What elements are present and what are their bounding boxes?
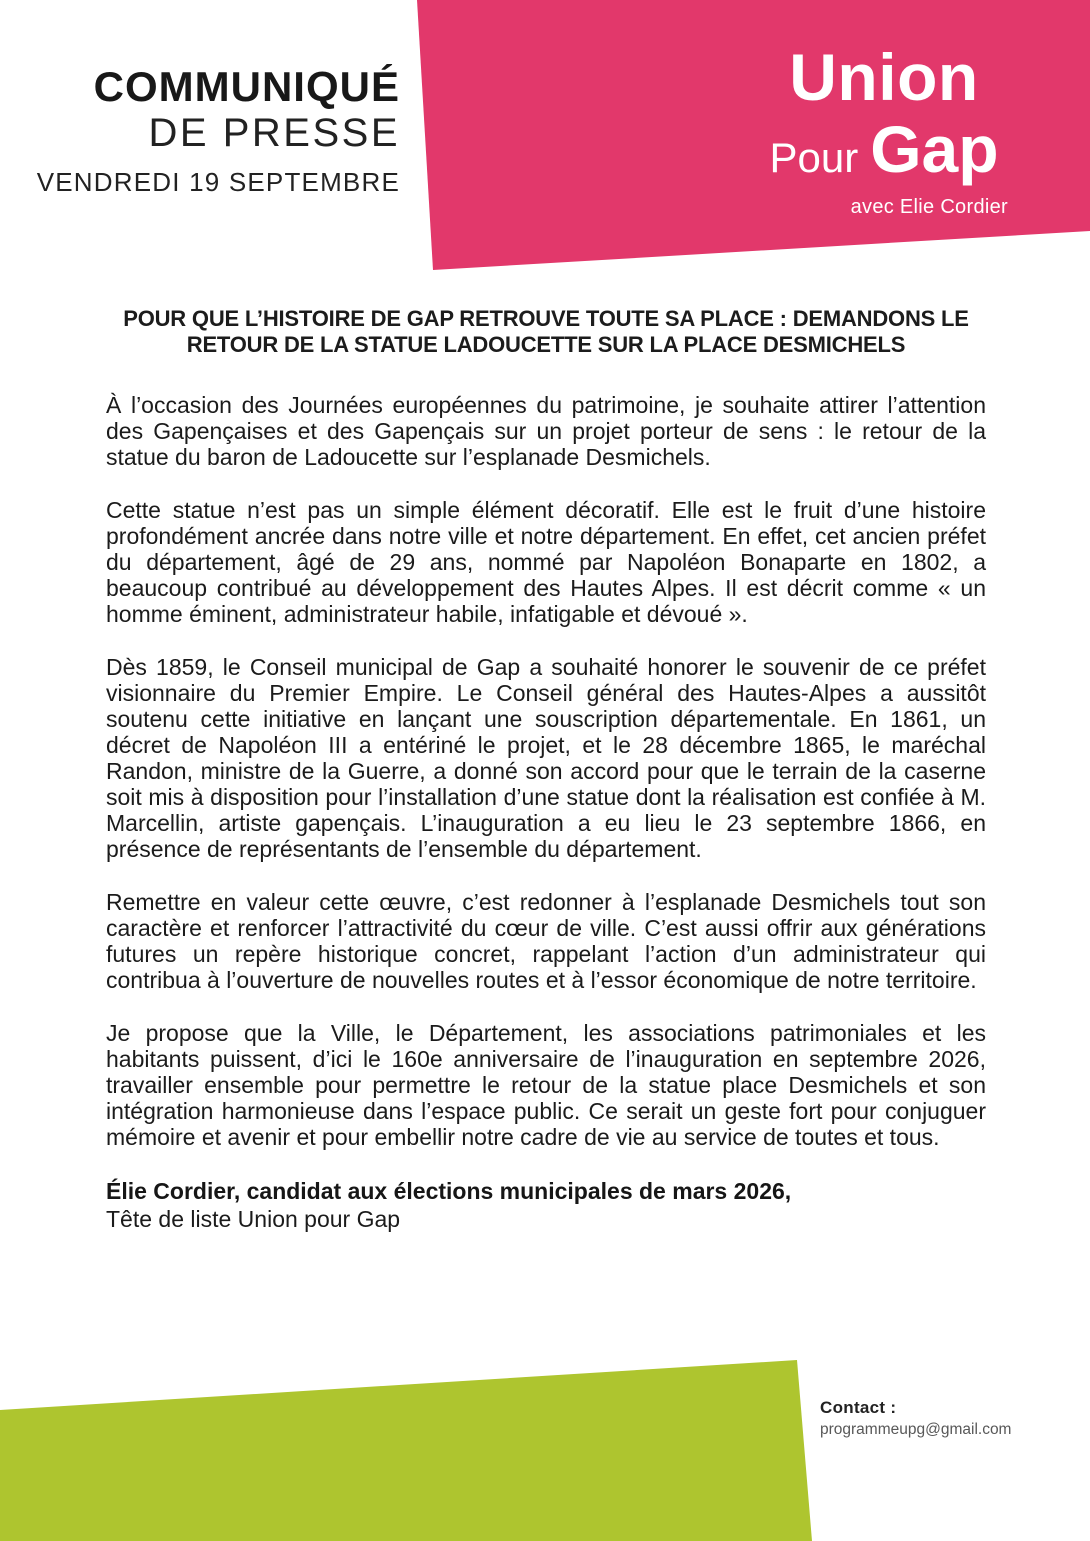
contact-email: programmeupg@gmail.com [820,1421,1012,1438]
logo-tagline: avec Elie Cordier [850,196,1008,218]
paragraph-1: À l’occasion des Journées européennes du patrimoine, je souhaite attirer l’attention des Gapençaises et des Gapençais sur un projet porteur de sens : le retour de la statue du baron de Ladoucette sur l’esplanade Desmichels. [106,392,986,470]
masthead [0,63,400,198]
green-footer-shape [0,1355,1090,1541]
masthead-title-line1: COMMUNIQUÉ [93,63,400,110]
contact-block [820,1398,1011,1439]
union-pour-gap-logo [769,40,1008,219]
paragraph-5: Je propose que la Ville, le Département, les associations patrimoniales et les habitants puissent, d’ici le 160e anniversaire de l’inauguration en septembre 2026, travailler ensemble pour permettre le retour de la statue place Desmichels et son intégration harmonieuse dans l’espace public. Ce serait un geste fort pour conjuguer mémoire et avenir et pour embellir notre cadre de vie au service de toutes et tous. [106,1020,986,1150]
masthead-title-line2: DE PRESSE [148,111,400,155]
masthead-date: VENDREDI 19 SEPTEMBRE [36,167,400,197]
contact-label: Contact : [820,1398,897,1417]
article-content [106,306,986,1233]
article-headline: POUR QUE L’HISTOIRE DE GAP RETROUVE TOUTE SA PLACE : DEMANDONS LE RETOUR DE LA STATUE LADOUCETTE SUR LA PLACE DESMICHELS [123,306,969,357]
logo-gap-text: Gap [870,112,999,186]
paragraph-3: Dès 1859, le Conseil municipal de Gap a souhaité honorer le souvenir de ce préfet visionnaire du Premier Empire. Le Conseil général des Hautes-Alpes a aussitôt soutenu cette initiative en lançant une souscription départementale. En 1861, un décret de Napoléon III a entériné le projet, et le 28 décembre 1865, le maréchal Randon, ministre de la Guerre, a donné son accord pour que le terrain de la caserne soit mis à disposition pour l’installation d’une statue dont la réalisation est confiée à M. Marcellin, artiste gapençais. L’inauguration a eu lieu le 23 septembre 1866, en présence de représentants de l’ensemble du département. [106,654,986,862]
signature-name-line: Élie Cordier, candidat aux élections municipales de mars 2026, [106,1178,792,1204]
logo-union-text: Union [789,40,979,114]
paragraph-2: Cette statue n’est pas un simple élément décoratif. Elle est le fruit d’une histoire profondément ancrée dans notre ville et notre département. En effet, cet ancien préfet du département, âgé de 29 ans, nommé par Napoléon Bonaparte en 1802, a beaucoup contribué au développement des Hautes Alpes. Il est décrit comme « un homme éminent, administrateur habile, infatigable et dévoué ». [106,497,986,627]
signature-role-line: Tête de liste Union pour Gap [106,1206,401,1232]
paragraph-4: Remettre en valeur cette œuvre, c’est redonner à l’esplanade Desmichels tout son caractère et renforcer l’attractivité du cœur de ville. C’est aussi offrir aux générations futures un repère historique concret, rappelant l’action d’un administrateur qui contribua à l’ouverture de nouvelles routes et à l’essor économique de notre territoire. [106,889,986,993]
logo-pour-gap-line [769,112,999,186]
logo-pour-text: Pour [769,134,859,181]
